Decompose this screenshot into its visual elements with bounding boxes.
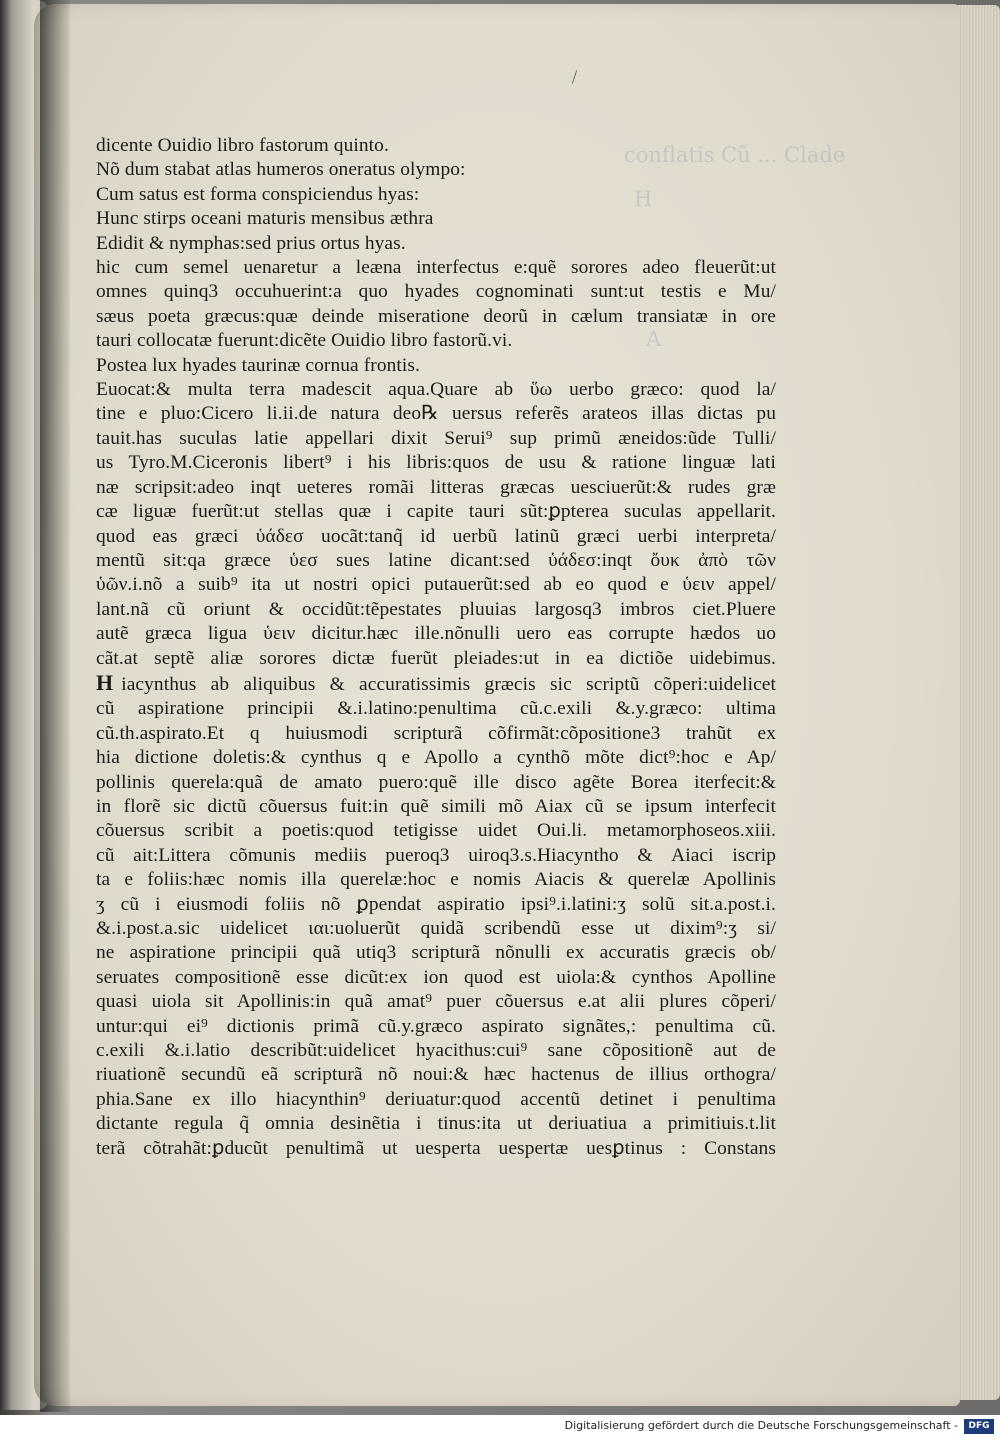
text-line: cũ aspiratione principii &.i.latino:penultima cũ.c.exili &.y.græco: ultima	[96, 698, 776, 720]
text-line: seruates compositionẽ esse dicũt:ex ion quod est uiola:& cynthos Apolline	[96, 966, 776, 988]
text-line: dictante regula q̃ omnia desinẽtia i tinus:ita ut deriuatiua a primitiuis.t.lit	[96, 1113, 776, 1135]
footer-bar	[0, 1415, 1000, 1438]
text-line: Postea lux hyades taurinæ cornua frontis.	[96, 354, 420, 376]
text-line: lant.nã cũ oriunt & occidũt:tẽpestates pluuias largosq3 imbros ciet.Pluere	[96, 598, 776, 620]
bleed-through: A	[646, 327, 662, 351]
page-block-edge	[958, 5, 1000, 1400]
text-line: næ scripsit:adeo inqt ueteres romãi litteras græcas uesciuerũt:& rudes græ	[96, 476, 776, 498]
page-text	[96, 134, 776, 1161]
text-line: omnes quinq3 occuhuerint:a quo hyades cognominati sunt:ut testis e Mu/	[96, 281, 776, 303]
text-line: ʒ cũ i eiusmodi foliis nõ ꝑpendat aspiratio ipsi⁹.i.latini:ʒ solũ sit.a.post.i.	[96, 893, 776, 915]
text-line: ne aspiratione principii quã utiq3 scripturã nõnulli ex accuratis græcis ob/	[96, 942, 776, 964]
text-line: hia dictione doletis:& cynthus q e Apollo a cynthõ mõte dict⁹:hoc e Ap/	[96, 747, 776, 769]
text-line: cæ liguæ fuerũt:ut stellas quæ i capite tauri sũt:ꝑpterea suculas appellarit.	[96, 501, 776, 523]
book-gutter-shadow	[40, 0, 70, 1412]
text-line: pollinis querela:quã de amato puero:quẽ ille disco agẽte Borea iterfecit:&	[96, 771, 776, 793]
text-line: cũ.th.aspirato.Et q huiusmodi scripturã cõfirmãt:cõpositione3 trahũt ex	[96, 722, 776, 744]
text-line: terã cõtrahãt:ꝑducũt penultimã ut uesperta uespertæ uesꝑtinus : Constans	[96, 1137, 776, 1159]
text-line: untur:qui ei⁹ dictionis primã cũ.y.græco aspirato signãtes,: penultima cũ.	[96, 1015, 776, 1037]
text-line: riuationẽ secundũ eã scripturã nõ noui:& hæc hactenus de illius orthogra/	[96, 1064, 776, 1086]
text-line: tauit.has suculas latie appellari dixit Serui⁹ sup primũ æneidos:ũde Tulli/	[96, 427, 776, 449]
text-line: ta e foliis:hæc nomis illa querelæ:hoc e nomis Aiacis & querelæ Apollinis	[96, 869, 776, 891]
text-line: quasi uiola sit Apollinis:in quã amat⁹ puer cõuersus e.at alii plures cõperi/	[96, 991, 776, 1013]
text-line: hic cum semel uenaretur a leæna interfectus e:quẽ sorores adeo fleuerũt:ut	[96, 257, 776, 279]
text-line: cõuersus scribit a poetis:quod tetigisse uidet Oui.li. metamorphoseos.xiii.	[96, 820, 776, 842]
text-line: phia.Sane ex illo hiacynthin⁹ deriuatur:quod accentũ detinet i penultima	[96, 1088, 776, 1110]
text-line: ὑῶν.i.nõ a suib⁹ ita ut nostri opici putauerũt:sed ab eo quod e ὑειν appel/	[96, 574, 776, 596]
text-line: autẽ græca ligua ὑειν dicitur.hæc ille.nõnulli uero eas corrupte hædos uo	[96, 623, 776, 645]
footer-credit: Digitalisierung gefördert durch die Deutsche Forschungsgemeinschaft -	[564, 1419, 958, 1432]
bleed-through: conflatis Cũ ... Clade	[624, 143, 846, 167]
initial-letter: H	[96, 670, 114, 695]
text-line: us Tyro.M.Ciceronis libert⁹ i his libris:quos de usu & ratione linguæ lati	[96, 452, 776, 474]
text-line: iacynthus ab aliquibus & accuratissimis græcis sic scriptũ cõperi:uidelicet	[121, 673, 776, 695]
text-line: Edidit & nymphas:sed prius ortus hyas.	[96, 232, 406, 254]
dfg-logo: DFG	[964, 1419, 994, 1434]
text-line: tine e pluo:Cicero li.ii.de natura deo℞ uersus referẽs arateos illas dictas pu	[96, 403, 776, 425]
text-line: Nõ dum stabat atlas humeros oneratus olympo:	[96, 159, 466, 181]
text-line-initial	[96, 671, 776, 697]
text-line: in florẽ sic dictũ cõuersus fuit:in quẽ simili mõ Aiax cũ se ipsum interfecit	[96, 795, 776, 817]
text-line: dicente Ouidio libro fastorum quinto.	[96, 135, 389, 156]
text-line: tauri collocatæ fuerunt:dicẽte Ouidio libro fastorũ.vi.	[96, 330, 513, 352]
text-line: mentũ sit:qa græce ὑεσ sues latine dicant:sed ὑάδεσ:inqt ὄυκ ἀπὸ τῶν	[96, 549, 776, 571]
text-line: cũ ait:Littera cõmunis mediis pueroq3 uiroq3.s.Hiacynthο & Aiaci iscrip	[96, 844, 776, 866]
text-line: quod eas græci ὑάδεσ uocãt:tanq̃ id uerbũ latinũ græci uerbi interpreta/	[96, 525, 776, 547]
text-line: Cum satus est forma conspiciendus hyas:	[96, 183, 420, 205]
text-line: sæus poeta græcus:quæ deinde miseratione deorũ in cælum transiatæ in ore	[96, 305, 776, 327]
bleed-through: H	[634, 187, 653, 211]
text-line: cãt.at septẽ aliæ sorores dictæ fuerũt pleiades:ut in ea dictiõe uidebimus.	[96, 647, 776, 669]
text-line: Hunc stirps oceani maturis mensibus æthra	[96, 208, 434, 230]
text-line: &.i.post.a.sic uidelicet ιαι:uoluerũt quidã scribendũ esse ut dixim⁹:ʒ si/	[96, 918, 776, 939]
ink-mark	[572, 70, 577, 84]
text-line: Euocat:& multa terra madescit aqua.Quare ab ὕω uerbo græco: quod la/	[96, 379, 776, 401]
text-line: c.exili &.i.latio describũt:uidelicet hyacithus:cui⁹ sane cõpositionẽ aut de	[96, 1040, 776, 1062]
